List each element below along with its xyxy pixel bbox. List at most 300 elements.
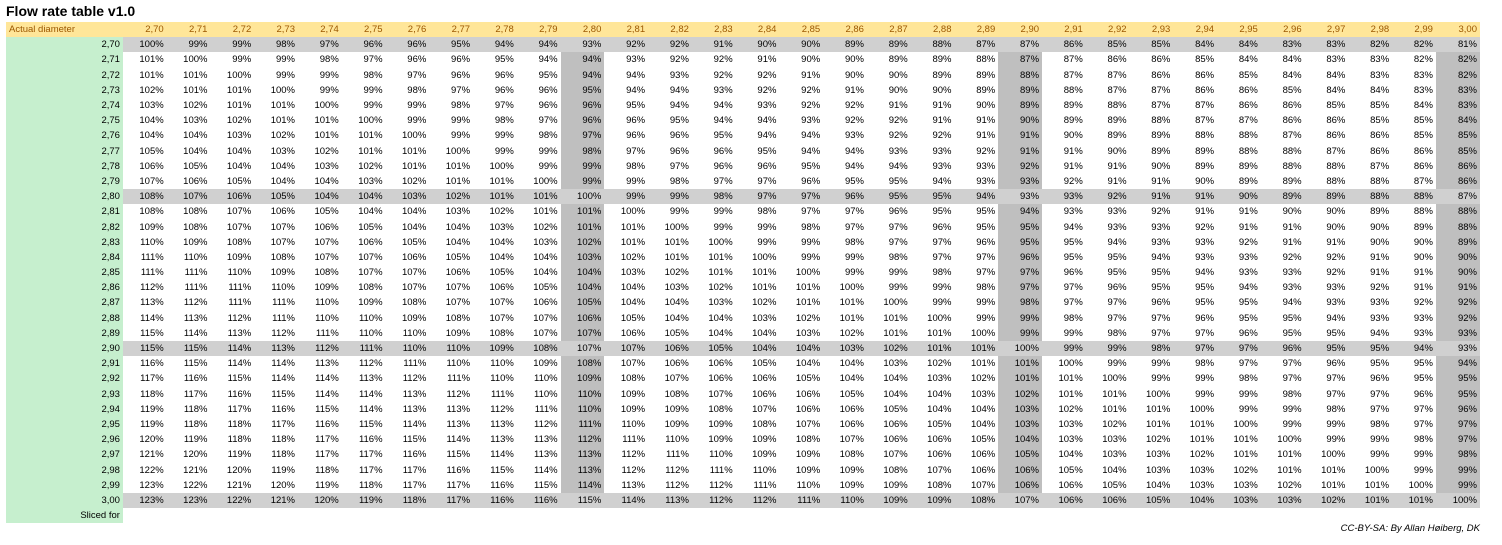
table-cell: 97% xyxy=(1217,341,1261,356)
table-cell: 113% xyxy=(140,297,164,309)
table-cell: 96% xyxy=(976,236,996,248)
table-cell: 101% xyxy=(1189,434,1215,446)
table-cell: 99% xyxy=(757,236,777,248)
table-cell: 96% xyxy=(494,84,514,96)
table-cell: 89% xyxy=(998,98,1042,113)
table-cell: 93% xyxy=(1151,236,1171,248)
table-cell: 93% xyxy=(713,84,733,96)
table-cell: 106% xyxy=(927,449,952,461)
table-cell: 103% xyxy=(1233,479,1258,491)
table-cell: 100% xyxy=(708,236,733,248)
table-cell: 109% xyxy=(445,327,471,339)
table-cell: 114% xyxy=(210,341,254,356)
table-cell: 106% xyxy=(970,464,996,476)
table-cell: 112% xyxy=(402,373,427,385)
table-cell: 110% xyxy=(561,402,605,417)
table-cell: 104% xyxy=(664,312,689,324)
table-cell: 83% xyxy=(1305,37,1349,52)
table-cell: 98% xyxy=(1436,447,1480,462)
table-cell: 101% xyxy=(911,341,955,356)
table-cell: 102% xyxy=(839,327,864,339)
table-cell: 84% xyxy=(1326,84,1346,96)
table-cell: 105% xyxy=(183,160,208,172)
table-cell: 115% xyxy=(358,418,383,430)
table-cell: 91% xyxy=(932,115,952,127)
table-cell: 101% xyxy=(1058,388,1083,400)
row-label: 2,99 xyxy=(6,478,123,493)
table-cell: 102% xyxy=(1102,418,1127,430)
table-cell: 105% xyxy=(1058,464,1083,476)
table-cell: 108% xyxy=(401,297,427,309)
table-cell: 106% xyxy=(839,403,864,415)
table-cell: 113% xyxy=(358,373,383,385)
table-cell: 119% xyxy=(140,403,164,415)
table-cell: 91% xyxy=(932,100,952,112)
table-cell: 96% xyxy=(626,115,646,127)
table-row xyxy=(6,447,1480,462)
table-cell: 109% xyxy=(401,312,427,324)
table-cell: 101% xyxy=(445,160,471,172)
table-cell: 104% xyxy=(736,341,780,356)
table-cell: 101% xyxy=(1321,464,1346,476)
table-cell: 97% xyxy=(976,267,996,279)
table-cell: 90% xyxy=(1413,236,1433,248)
table-cell: 97% xyxy=(1326,388,1346,400)
table-cell: 105% xyxy=(752,358,777,370)
table-cell: 113% xyxy=(490,418,514,430)
table-cell: 100% xyxy=(1321,449,1346,461)
table-cell: 108% xyxy=(183,206,208,218)
table-cell: 99% xyxy=(757,221,777,233)
table-cell: 99% xyxy=(363,100,383,112)
table-cell: 108% xyxy=(123,189,167,204)
table-cell: 87% xyxy=(1107,84,1127,96)
table-cell: 97% xyxy=(363,54,383,66)
table-cell: 85% xyxy=(1282,84,1302,96)
table-cell: 99% xyxy=(451,115,471,127)
table-cell: 92% xyxy=(844,100,864,112)
table-cell: 106% xyxy=(1042,493,1086,508)
table-cell: 95% xyxy=(1238,297,1258,309)
table-cell: 86% xyxy=(1282,100,1302,112)
table-cell: 100% xyxy=(620,206,646,218)
table-cell: 87% xyxy=(954,37,998,52)
table-cell: 119% xyxy=(271,464,295,476)
table-cell: 110% xyxy=(183,251,208,263)
table-cell: 113% xyxy=(227,327,252,339)
table-cell: 95% xyxy=(1436,387,1480,402)
footer-spacer xyxy=(123,508,1480,523)
table-cell: 83% xyxy=(1413,69,1433,81)
table-cell: 101% xyxy=(795,297,821,309)
table-cell: 100% xyxy=(795,267,821,279)
table-cell: 105% xyxy=(358,221,383,233)
table-cell: 112% xyxy=(490,403,514,415)
table-cell: 117% xyxy=(271,418,295,430)
table-cell: 110% xyxy=(534,388,558,400)
table-cell: 91% xyxy=(692,37,736,52)
table-cell: 108% xyxy=(358,282,383,294)
table-cell: 109% xyxy=(867,493,911,508)
table-cell: 104% xyxy=(561,280,605,295)
table-cell: 89% xyxy=(932,54,952,66)
table-cell: 84% xyxy=(1436,113,1480,128)
table-cell: 103% xyxy=(386,189,430,204)
table-cell: 112% xyxy=(665,464,689,476)
table-cell: 107% xyxy=(604,341,648,356)
table-cell: 87% xyxy=(1063,69,1083,81)
table-cell: 93% xyxy=(976,160,996,172)
table-cell: 88% xyxy=(1107,100,1127,112)
table-cell: 116% xyxy=(402,449,427,461)
column-header: 2,75 xyxy=(342,22,386,37)
table-cell: 93% xyxy=(1326,297,1346,309)
table-cell: 109% xyxy=(911,493,955,508)
table-cell: 100% xyxy=(752,251,777,263)
table-cell: 93% xyxy=(976,175,996,187)
table-cell: 97% xyxy=(1436,432,1480,447)
table-cell: 89% xyxy=(976,69,996,81)
table-cell: 103% xyxy=(1102,449,1127,461)
table-cell: 86% xyxy=(1326,130,1346,142)
table-cell: 105% xyxy=(1130,493,1174,508)
table-cell: 94% xyxy=(473,37,517,52)
table-cell: 101% xyxy=(664,236,689,248)
table-cell: 101% xyxy=(970,358,996,370)
table-cell: 111% xyxy=(228,297,252,309)
table-cell: 108% xyxy=(883,464,908,476)
table-cell: 120% xyxy=(139,434,164,446)
table-cell: 81% xyxy=(1436,37,1480,52)
table-cell: 98% xyxy=(998,295,1042,310)
table-cell: 102% xyxy=(752,297,777,309)
table-cell: 97% xyxy=(844,221,864,233)
table-cell: 91% xyxy=(888,100,908,112)
table-cell: 106% xyxy=(752,373,777,385)
table-cell: 107% xyxy=(561,341,605,356)
column-header: 2,89 xyxy=(954,22,998,37)
table-cell: 109% xyxy=(752,449,777,461)
table-cell: 118% xyxy=(315,464,339,476)
table-cell: 112% xyxy=(271,327,295,339)
table-cell: 109% xyxy=(139,221,164,233)
table-cell: 94% xyxy=(561,68,605,83)
table-cell: 96% xyxy=(888,206,908,218)
table-cell: 101% xyxy=(473,189,517,204)
table-cell: 99% xyxy=(801,251,821,263)
table-cell: 97% xyxy=(407,69,427,81)
credit-text: CC-BY-SA: By Allan Høiberg, DK xyxy=(1340,523,1480,534)
row-label: 2,70 xyxy=(6,37,123,52)
table-cell: 105% xyxy=(139,145,164,157)
table-cell: 89% xyxy=(1261,189,1305,204)
table-cell: 92% xyxy=(604,37,648,52)
table-cell: 104% xyxy=(1058,449,1083,461)
table-cell: 101% xyxy=(401,160,427,172)
table-cell: 99% xyxy=(1086,341,1130,356)
table-cell: 94% xyxy=(669,84,689,96)
table-cell: 88% xyxy=(911,37,955,52)
table-cell: 98% xyxy=(1063,312,1083,324)
table-cell: 104% xyxy=(358,206,383,218)
table-cell: 113% xyxy=(402,388,427,400)
table-cell: 119% xyxy=(227,449,252,461)
table-cell: 107% xyxy=(839,434,864,446)
table-cell: 101% xyxy=(1146,403,1171,415)
table-cell: 98% xyxy=(538,130,558,142)
table-cell: 118% xyxy=(227,418,252,430)
table-cell: 101% xyxy=(445,175,471,187)
table-cell: 94% xyxy=(932,175,952,187)
table-cell: 88% xyxy=(1326,160,1346,172)
table-cell: 90% xyxy=(1282,206,1302,218)
table-cell: 104% xyxy=(401,206,427,218)
table-cell: 82% xyxy=(1392,37,1436,52)
table-row xyxy=(6,326,1480,341)
table-cell: 83% xyxy=(1436,98,1480,113)
table-cell: 89% xyxy=(1305,189,1349,204)
table-cell: 93% xyxy=(1151,221,1171,233)
table-cell: 98% xyxy=(1370,418,1390,430)
table-cell: 105% xyxy=(254,189,298,204)
table-cell: 109% xyxy=(708,434,733,446)
column-header: 2,85 xyxy=(779,22,823,37)
table-cell: 99% xyxy=(998,311,1042,326)
table-cell: 94% xyxy=(1107,236,1127,248)
table-cell: 92% xyxy=(1238,236,1258,248)
table-cell: 97% xyxy=(298,37,342,52)
table-cell: 98% xyxy=(1195,358,1215,370)
table-cell: 103% xyxy=(561,250,605,265)
table-cell: 88% xyxy=(1370,175,1390,187)
table-cell: 113% xyxy=(561,462,605,477)
table-cell: 114% xyxy=(227,358,252,370)
table-cell: 101% xyxy=(883,327,908,339)
table-cell: 89% xyxy=(1151,145,1171,157)
table-cell: 83% xyxy=(1326,54,1346,66)
table-cell: 97% xyxy=(998,265,1042,280)
table-cell: 103% xyxy=(752,312,777,324)
table-cell: 105% xyxy=(226,175,252,187)
table-cell: 99% xyxy=(844,251,864,263)
table-cell: 86% xyxy=(1413,145,1433,157)
table-cell: 94% xyxy=(538,54,558,66)
table-cell: 113% xyxy=(648,493,692,508)
footer-row xyxy=(6,508,1480,523)
table-cell: 99% xyxy=(451,130,471,142)
table-cell: 96% xyxy=(561,113,605,128)
table-row xyxy=(6,417,1480,432)
table-cell: 99% xyxy=(1326,434,1346,446)
table-cell: 100% xyxy=(401,130,427,142)
table-cell: 100% xyxy=(183,54,208,66)
table-cell: 117% xyxy=(315,434,339,446)
table-cell: 108% xyxy=(226,236,252,248)
table-cell: 101% xyxy=(183,84,208,96)
table-cell: 94% xyxy=(1195,267,1215,279)
table-cell: 106% xyxy=(401,251,427,263)
table-cell: 100% xyxy=(489,160,514,172)
table-cell: 109% xyxy=(270,267,295,279)
table-cell: 107% xyxy=(358,267,383,279)
table-cell: 115% xyxy=(183,358,208,370)
table-cell: 84% xyxy=(1282,54,1302,66)
table-cell: 101% xyxy=(752,282,777,294)
table-cell: 113% xyxy=(561,447,605,462)
row-label: 2,76 xyxy=(6,128,123,143)
table-cell: 99% xyxy=(1195,373,1215,385)
table-cell: 92% xyxy=(888,115,908,127)
table-cell: 103% xyxy=(620,267,646,279)
column-header: 2,82 xyxy=(648,22,692,37)
row-label: 2,88 xyxy=(6,311,123,326)
table-cell: 110% xyxy=(534,373,558,385)
table-row xyxy=(6,462,1480,477)
table-cell: 108% xyxy=(517,341,561,356)
table-cell: 95% xyxy=(1238,312,1258,324)
table-cell: 102% xyxy=(927,358,952,370)
table-cell: 118% xyxy=(358,479,383,491)
table-cell: 100% xyxy=(533,175,558,187)
table-cell: 123% xyxy=(139,479,164,491)
table-cell: 108% xyxy=(445,312,471,324)
table-cell: 89% xyxy=(1282,175,1302,187)
table-cell: 90% xyxy=(1217,189,1261,204)
table-cell: 95% xyxy=(1107,251,1127,263)
table-cell: 115% xyxy=(123,341,167,356)
table-cell: 91% xyxy=(844,84,864,96)
table-cell: 90% xyxy=(736,37,780,52)
column-header: 2,92 xyxy=(1086,22,1130,37)
table-cell: 106% xyxy=(664,358,689,370)
table-cell: 106% xyxy=(927,434,952,446)
table-cell: 101% xyxy=(183,69,208,81)
table-cell: 94% xyxy=(1392,341,1436,356)
table-cell: 108% xyxy=(139,206,164,218)
table-cell: 93% xyxy=(1063,206,1083,218)
table-cell: 99% xyxy=(1436,478,1480,493)
table-cell: 114% xyxy=(358,388,383,400)
table-cell: 99% xyxy=(932,282,952,294)
table-cell: 105% xyxy=(401,236,427,248)
table-cell: 116% xyxy=(490,479,514,491)
table-cell: 113% xyxy=(621,479,646,491)
table-cell: 99% xyxy=(998,326,1042,341)
table-cell: 97% xyxy=(888,236,908,248)
column-header: 2,79 xyxy=(517,22,561,37)
table-cell: 109% xyxy=(839,479,864,491)
table-cell: 100% xyxy=(1058,358,1083,370)
table-cell: 88% xyxy=(1063,84,1083,96)
table-cell: 85% xyxy=(1130,37,1174,52)
table-cell: 95% xyxy=(998,219,1042,234)
table-cell: 88% xyxy=(1326,175,1346,187)
table-cell: 97% xyxy=(1195,327,1215,339)
table-cell: 95% xyxy=(1107,267,1127,279)
table-cell: 102% xyxy=(1189,449,1215,461)
table-cell: 97% xyxy=(801,206,821,218)
table-cell: 112% xyxy=(561,432,605,447)
row-label: 2,86 xyxy=(6,280,123,295)
table-cell: 110% xyxy=(823,493,867,508)
table-cell: 117% xyxy=(446,479,471,491)
table-cell: 111% xyxy=(561,417,605,432)
table-cell: 118% xyxy=(183,403,208,415)
table-cell: 107% xyxy=(445,297,471,309)
row-label: 2,91 xyxy=(6,356,123,371)
table-cell: 104% xyxy=(489,236,514,248)
table-cell: 108% xyxy=(489,327,514,339)
table-cell: 94% xyxy=(844,145,864,157)
table-cell: 95% xyxy=(538,69,558,81)
table-cell: 108% xyxy=(620,373,646,385)
table-cell: 122% xyxy=(139,464,164,476)
column-header: 2,81 xyxy=(604,22,648,37)
table-cell: 99% xyxy=(669,206,689,218)
table-cell: 101% xyxy=(358,130,383,142)
table-row xyxy=(6,341,1480,356)
column-header: 2,71 xyxy=(167,22,211,37)
table-cell: 117% xyxy=(358,449,383,461)
table-cell: 104% xyxy=(839,373,864,385)
table-cell: 99% xyxy=(1238,403,1258,415)
table-cell: 93% xyxy=(757,100,777,112)
table-cell: 93% xyxy=(1282,267,1302,279)
table-cell: 104% xyxy=(752,327,777,339)
table-cell: 93% xyxy=(801,115,821,127)
table-cell: 118% xyxy=(140,388,164,400)
table-cell: 90% xyxy=(888,84,908,96)
table-cell: 111% xyxy=(709,464,733,476)
table-cell: 97% xyxy=(736,189,780,204)
table-cell: 106% xyxy=(883,418,908,430)
table-cell: 96% xyxy=(1151,297,1171,309)
table-cell: 105% xyxy=(445,251,471,263)
table-cell: 115% xyxy=(167,341,211,356)
table-cell: 104% xyxy=(1102,464,1127,476)
table-cell: 104% xyxy=(839,358,864,370)
row-label: 2,74 xyxy=(6,98,123,113)
table-cell: 113% xyxy=(315,358,339,370)
table-cell: 96% xyxy=(1261,341,1305,356)
table-cell: 97% xyxy=(1107,297,1127,309)
table-cell: 102% xyxy=(970,373,996,385)
table-cell: 122% xyxy=(183,479,208,491)
table-cell: 113% xyxy=(446,403,471,415)
table-cell: 91% xyxy=(998,144,1042,159)
table-cell: 96% xyxy=(1436,402,1480,417)
table-cell: 94% xyxy=(1063,221,1083,233)
column-header: 2,84 xyxy=(736,22,780,37)
table-cell: 82% xyxy=(1436,68,1480,83)
table-cell: 114% xyxy=(358,403,383,415)
table-cell: 106% xyxy=(314,221,339,233)
table-cell: 113% xyxy=(446,418,471,430)
table-cell: 117% xyxy=(358,464,383,476)
table-cell: 86% xyxy=(1195,84,1215,96)
table-cell: 108% xyxy=(839,449,864,461)
table-cell: 92% xyxy=(1086,189,1130,204)
table-row xyxy=(6,356,1480,371)
table-cell: 97% xyxy=(1436,417,1480,432)
table-cell: 116% xyxy=(517,493,561,508)
table-cell: 87% xyxy=(998,37,1042,52)
table-cell: 87% xyxy=(1282,130,1302,142)
row-label: 2,96 xyxy=(6,432,123,447)
table-cell: 98% xyxy=(494,115,514,127)
table-cell: 104% xyxy=(445,221,471,233)
table-cell: 109% xyxy=(664,403,689,415)
